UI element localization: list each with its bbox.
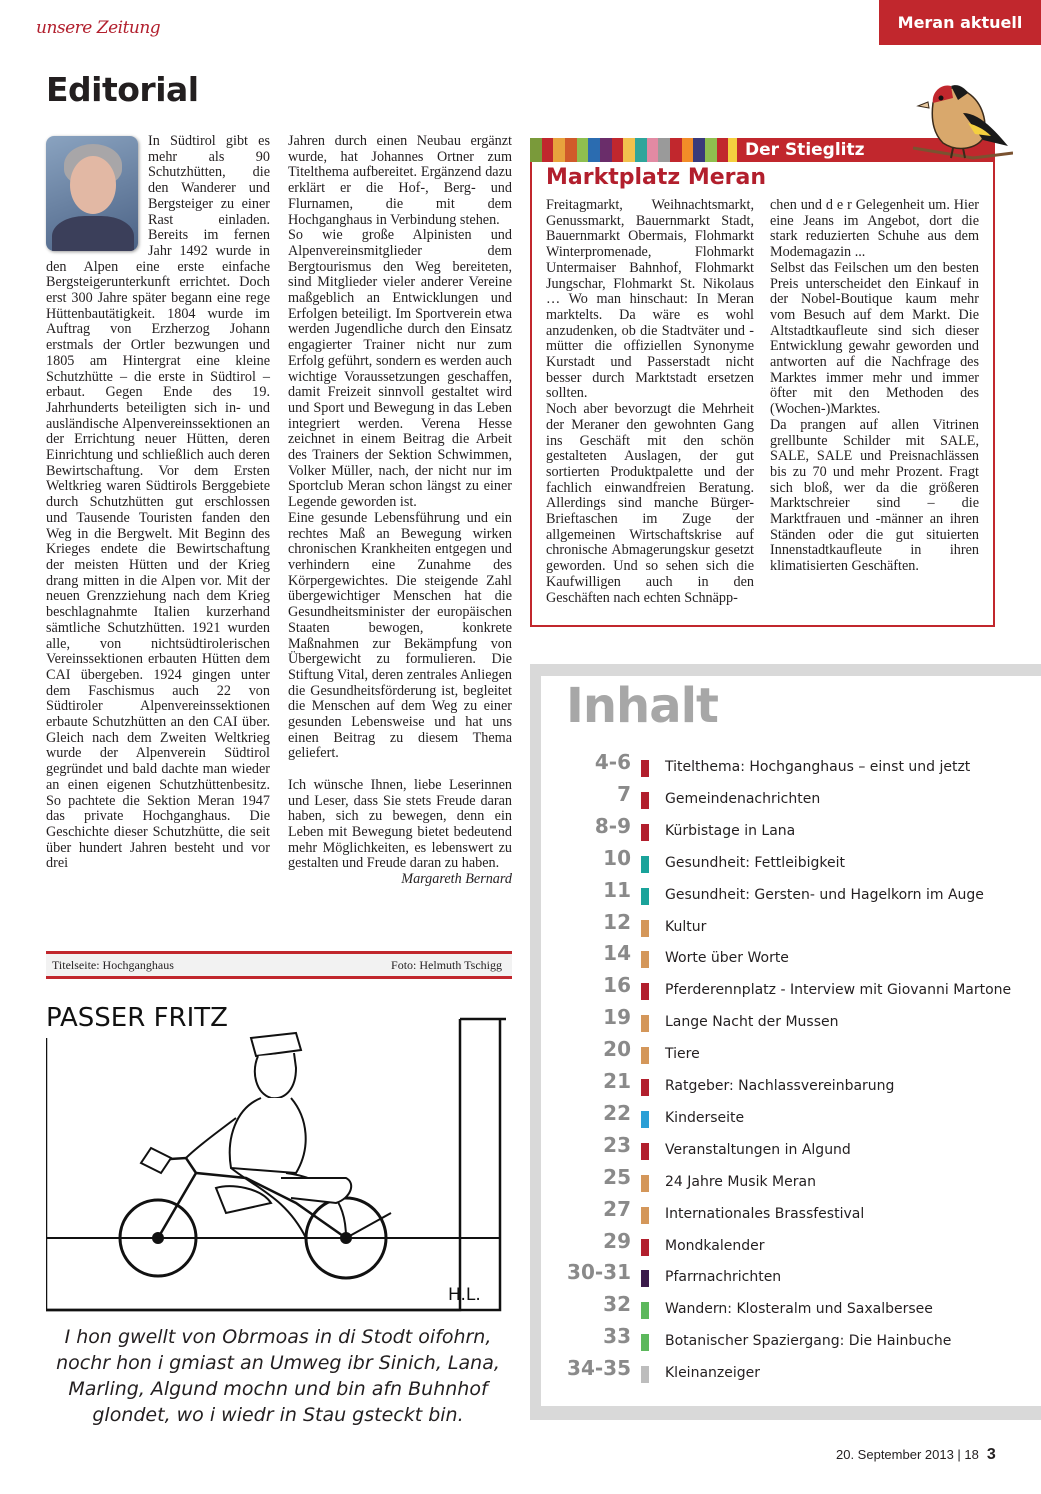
editorial-signature: Margareth Bernard [401, 871, 512, 888]
toc-title: Wandern: Klosteralm und Saxalbersee [665, 1301, 933, 1318]
color-stripe [577, 138, 589, 162]
toc-page-number: 7 [617, 781, 631, 806]
toc-page-number: 10 [603, 845, 631, 870]
color-stripe [600, 138, 612, 162]
toc-item[interactable] [541, 1260, 1041, 1292]
toc-item[interactable] [541, 814, 1041, 846]
passer-fritz-cartoon [46, 998, 506, 1316]
toc-item[interactable] [541, 910, 1041, 942]
toc-title: Kleinanzeiger [665, 1365, 761, 1382]
color-stripe [693, 138, 705, 162]
toc-color-marker [641, 1111, 649, 1128]
page-number: 3 [986, 1446, 996, 1463]
toc-title: Ratgeber: Nachlassvereinbarung [665, 1078, 895, 1094]
toc-page-number: 29 [603, 1228, 631, 1253]
toc-page-number: 30-31 [567, 1260, 631, 1285]
toc-item[interactable] [541, 878, 1041, 910]
toc-page-number: 8-9 [594, 813, 631, 838]
toc-item[interactable] [541, 1133, 1041, 1165]
cartoon-title: PASSER FRITZ [46, 1003, 228, 1033]
editorial-text-2: Jahren durch einen Neubau ergänzt wurde, hat Johannes Ortner zum Titelthema aufbereitet. Ergänzend dazu erklärt er die Hof-, Berg- und Flurnamen, die mit dem Hochganghaus in Verbindung stehen. [288, 133, 512, 228]
toc-title: Tiere [665, 1046, 700, 1063]
color-stripe [542, 138, 554, 162]
toc-color-marker [641, 1302, 649, 1319]
page-footer [836, 1446, 996, 1464]
toc-item[interactable] [541, 1101, 1041, 1133]
editorial-heading: Editorial [46, 70, 199, 109]
toc-color-marker [641, 1207, 649, 1224]
toc-title: Worte über Worte [665, 950, 789, 967]
stieglitz-title: Marktplatz Meran [546, 165, 767, 190]
contents-heading: Inhalt [566, 678, 718, 734]
color-stripe [717, 138, 729, 162]
color-stripe [612, 138, 624, 162]
toc-color-marker [641, 1366, 649, 1383]
toc-color-marker [641, 1334, 649, 1351]
toc-page-number: 25 [603, 1164, 631, 1189]
toc-item[interactable] [541, 1356, 1041, 1388]
toc-color-marker [641, 824, 649, 841]
stieglitz-text-4: Selbst das Feilschen um den besten Preis unterscheidet den Einkauf in der Nobel-Boutique kaum mehr vom Besuch auf dem Markt. Die Altstadtkaufleute sind sich dieser Entwicklung gewahr geworden und antworten auf die Nachfrage des Marktes immer mehr und immer öfter mit den Methoden des (Wochen-)Marktes. [770, 259, 979, 418]
stieglitz-label: Der Stieglitz [737, 138, 995, 162]
color-stripe [588, 138, 600, 162]
toc-page-number: 19 [603, 1005, 631, 1030]
toc-color-marker [641, 856, 649, 873]
editorial-text-4: Eine gesunde Lebensführung und ein rechtes Maß an Bewegung wirken chronischen Krankheiten entgegen und verhindern eine Zunahme des Körpergewichtes. Die steigende Zahl übergewichtiger Menschen hat die Gesundheitsminister der europäischen Staaten bewogen, konkrete Maßnahmen zur Bekämpfung von Übergewicht zu formulieren. Die Stiftung Vital, deren zentrales Anliegen die Gesundheitsförderung ist, begleitet die Menschen auf dem Weg zu einer gesunden Lebensweise und hat uns einen Beitrag zu diesem Thema geliefert. [288, 509, 512, 762]
toc-page-number: 23 [603, 1132, 631, 1157]
toc-title: Titelthema: Hochganghaus – einst und jetzt [665, 759, 971, 775]
toc-title: Pferderennplatz - Interview mit Giovanni Martone [665, 982, 1012, 999]
toc-title: Gesundheit: Gersten- und Hagelkorn im Auge [665, 886, 984, 903]
toc-color-marker [641, 1047, 649, 1064]
toc-title: Kürbistage in Lana [665, 822, 796, 839]
toc-color-marker [641, 1015, 649, 1032]
toc-page-number: 34-35 [567, 1356, 631, 1381]
stieglitz-column-right [770, 198, 979, 575]
toc-page-number: 33 [603, 1324, 631, 1349]
toc-color-marker [641, 888, 649, 905]
color-stripe [670, 138, 682, 162]
editorial-text-5: Ich wünsche Ihnen, liebe Leserinnen und Leser, dass Sie stets Freude daran haben, sich zu bewegen, denn ein Leben mit Bewegung bietet bedeutend mehr Möglichkeiten, es lebenswert zu gestalten und Freude daran zu haben. [288, 776, 512, 872]
goldfinch-illustration [913, 68, 1013, 168]
toc-page-number: 27 [603, 1196, 631, 1221]
toc-item[interactable] [541, 1037, 1041, 1069]
toc-page-number: 16 [603, 973, 631, 998]
cartoon-initials: H.L. [448, 1285, 481, 1305]
color-stripe [682, 138, 694, 162]
color-stripe [705, 138, 717, 162]
stieglitz-text-2: Noch aber bevorzugt die Mehrheit der Meraner den gewohnten Gang ins Geschäft mit den schön gestalteten Auslagen, der gut sortierten Produktpalette und der fachlich einwandfreien Beratung. Allerdings sind manche Bürger-Brieftaschen im Zuge der allgemeinen Wirtschaftskrise auf chronische Abmagerungskur gesetzt geworden. Und so sehen sich die Kaufwilligen auch in den Geschäften nach echten Schnäpp- [546, 401, 754, 606]
toc-page-number: 22 [603, 1100, 631, 1125]
toc-title: Veranstaltungen in Algund [665, 1141, 851, 1158]
toc-color-marker [641, 951, 649, 968]
toc-item[interactable] [541, 750, 1041, 782]
editorial-text-3: So wie große Alpinisten und Alpenvereinsmitglieder dem Bergtourismus den Weg bereiteten, sind Mitglieder vieler anderer Vereine maßgeblich an Entwicklungen und Erfolgen beteiligt. Im Sportverein etwa werden Jugendliche durch den Einsatz engagierter Trainer nicht nur zum Erfolg geführt, sondern es werden auch wichtige Voraussetzungen geschaffen, damit Freizeit sinnvoll gestaltet wird und Sport und Bewegung in das Leben integriert werden. Verena Hesse zeichnet in einem Beitrag die Arbeit des Trainers der Sektion Schwimmen, Volker Müller, nach, der nicht nur im Sportclub Meran schon längst zu einer Legende geworden ist. [288, 227, 512, 511]
toc-page-number: 21 [603, 1069, 631, 1093]
publication-logo: unsere Zeitung [36, 18, 161, 38]
toc-page-number: 14 [603, 941, 631, 966]
toc-item[interactable] [541, 782, 1041, 814]
editorial-column-2 [288, 134, 512, 888]
toc-page-number: 32 [603, 1292, 631, 1317]
color-stripe [565, 138, 577, 162]
toc-color-marker [641, 983, 649, 1000]
toc-title: Mondkalender [665, 1237, 765, 1254]
toc-title: Kultur [665, 918, 707, 935]
toc-item[interactable] [541, 973, 1041, 1005]
photo-credit: Foto: Helmuth Tschigg [391, 957, 502, 972]
cover-caption-bar [46, 951, 512, 979]
toc-page-number: 12 [603, 909, 631, 934]
color-stripe [647, 138, 659, 162]
section-tab: Meran aktuell [879, 0, 1041, 45]
editorial-column-1 [46, 134, 270, 872]
toc-color-marker [641, 920, 649, 937]
cover-caption: Titelseite: Hochganghaus [52, 957, 174, 972]
color-stripes [530, 138, 740, 162]
issue-date: 20. September 2013 | 18 [836, 1447, 979, 1462]
stieglitz-text-1: Freitagmarkt, Weihnachtsmarkt, Genussmarkt, Bauernmarkt Stadt, Bauernmarkt Obermais, Flohmarkt Winterpromenade, Flohmarkt Untermaiser Bahnhof, Flohmarkt Jungschar, Flohmarkt St. Nikolaus … Wo man hinschaut: In Meran marktelts. Da wäre es wohl anzudenken, ob die Stadtväter und -mütter die offiziellen Synonyme Kurstadt und Passerstadt nicht besser durch Marktstadt ersetzen sollten. [546, 197, 754, 402]
color-stripe [635, 138, 647, 162]
toc-title: Kinderseite [665, 1109, 745, 1126]
toc-item[interactable] [541, 1292, 1041, 1324]
toc-item[interactable] [541, 1005, 1041, 1037]
color-stripe [553, 138, 565, 162]
color-stripe [623, 138, 635, 162]
author-portrait [46, 136, 138, 251]
toc-item[interactable] [541, 1069, 1041, 1101]
stieglitz-column-left [546, 198, 754, 606]
toc-title: Pfarrnachrichten [665, 1269, 782, 1286]
editorial-text-1: In Südtirol gibt es mehr als 90 Schutzhütten, die den Wanderer und Bergsteiger zu einer Rast einladen. Bereits im fernen Jahr 1492 wurde in den Alpen eine erste einfache Bergsteigerunterkunft errichtet. Doch erst 300 Jahre später begann eine rege Hüttenbautätigkeit. 1804 wurde im Auftrag von Erzherzog Johann erstmals der Ortler bezwungen und 1805 am Hintergrat eine kleine Schutzhütte – die erste in Südtirol – erbaut. Gegen Ende des 19. Jahrhunderts beteiligten sich in- und ausländische Alpenvereinssektionen an der Errichtung neuer Hütten, deren Einrichtung und schließlich auch deren Bewirtschaftung. Vor dem Ersten Weltkrieg waren Südtirols Berggebiete durch Schutzhütten gut erschlossen und Tausende Touristen fanden den Weg in die Bergwelt. Mit Beginn des Krieges endete die Bewirtschaftung der meisten Hütten und der Krieg drang mitten in die Alpen vor. Mit der neuen Grenzziehung nach dem Krieg beschlagnahmte Italien kurzerhand sämtliche Schutzhütten. 1921 wurden alle, von nichtsüdtirolerischen Vereinssektionen erbauten Hütten dem CAI übergeben. 1924 gingen unter dem Faschismus auch 22 von Südtiroler Alpenvereinssektionen erbaute Schutzhütten an den CAI über. Gleich nach dem Zweiten Weltkrieg wurde der Alpenverein Südtirol gegründet und bald dachte man wieder an einen eigenen Schutzhüttenbesitz. So pachtete die Sektion Meran 1947 das private Hochganghaus. Die Geschichte dieser Schutzhütte, die seit über hundert Jahren besteht und vor drei [46, 133, 270, 872]
toc-item[interactable] [541, 846, 1041, 878]
toc-title: 24 Jahre Musik Meran [665, 1173, 816, 1190]
toc-title: Gemeindenachrichten [665, 790, 821, 807]
toc-color-marker [641, 1239, 649, 1256]
toc-title: Lange Nacht der Mussen [665, 1014, 839, 1031]
stieglitz-text-5: Da prangen auf allen Vitrinen grellbunte Schilder mit SALE, SALE, SALE und Preisnachlässen bis zu 70 und mehr Prozent. Fragt sich bloß, wer da die größeren Marktschreier sind – die Marktfrauen und -männer an ihren Ständen oder die gut situierten Innenstadtkaufleute in ihren klimatisierten Geschäften. [770, 416, 979, 575]
toc-title: Botanischer Spaziergang: Die Hainbuche [665, 1333, 952, 1350]
toc-color-marker [641, 1079, 649, 1096]
toc-color-marker [641, 1175, 649, 1192]
color-stripe [658, 138, 670, 162]
toc-item[interactable] [541, 1165, 1041, 1197]
toc-page-number: 11 [603, 877, 631, 902]
toc-item[interactable] [541, 1197, 1041, 1229]
toc-page-number: 20 [603, 1037, 631, 1062]
cartoon-caption: I hon gwellt von Obrmoas in di Stodt oifohrn, nochr hon i gmiast an Umweg ibr Sinich, Lana, Marling, Algund mochn und bin afn Buhnhof glondet, wo i wiedr in Stau gsteckt bin. [56, 1326, 500, 1426]
toc-item[interactable] [541, 1324, 1041, 1356]
toc-color-marker [641, 1143, 649, 1160]
toc-color-marker [641, 760, 649, 777]
stieglitz-text-3: chen und d e r Gelegenheit um. Hier eine Jeans im Angebot, dort die stark reduzierten Schuhe aus dem Modemagazin ... [770, 197, 979, 261]
toc-title: Internationales Brassfestival [665, 1205, 865, 1222]
color-stripe [530, 138, 542, 162]
toc-title: Gesundheit: Fettleibigkeit [665, 854, 845, 871]
toc-color-marker [641, 792, 649, 809]
toc-item[interactable] [541, 1229, 1041, 1261]
toc-item[interactable] [541, 941, 1041, 973]
toc-page-number: 4-6 [594, 750, 631, 774]
toc-color-marker [641, 1270, 649, 1287]
